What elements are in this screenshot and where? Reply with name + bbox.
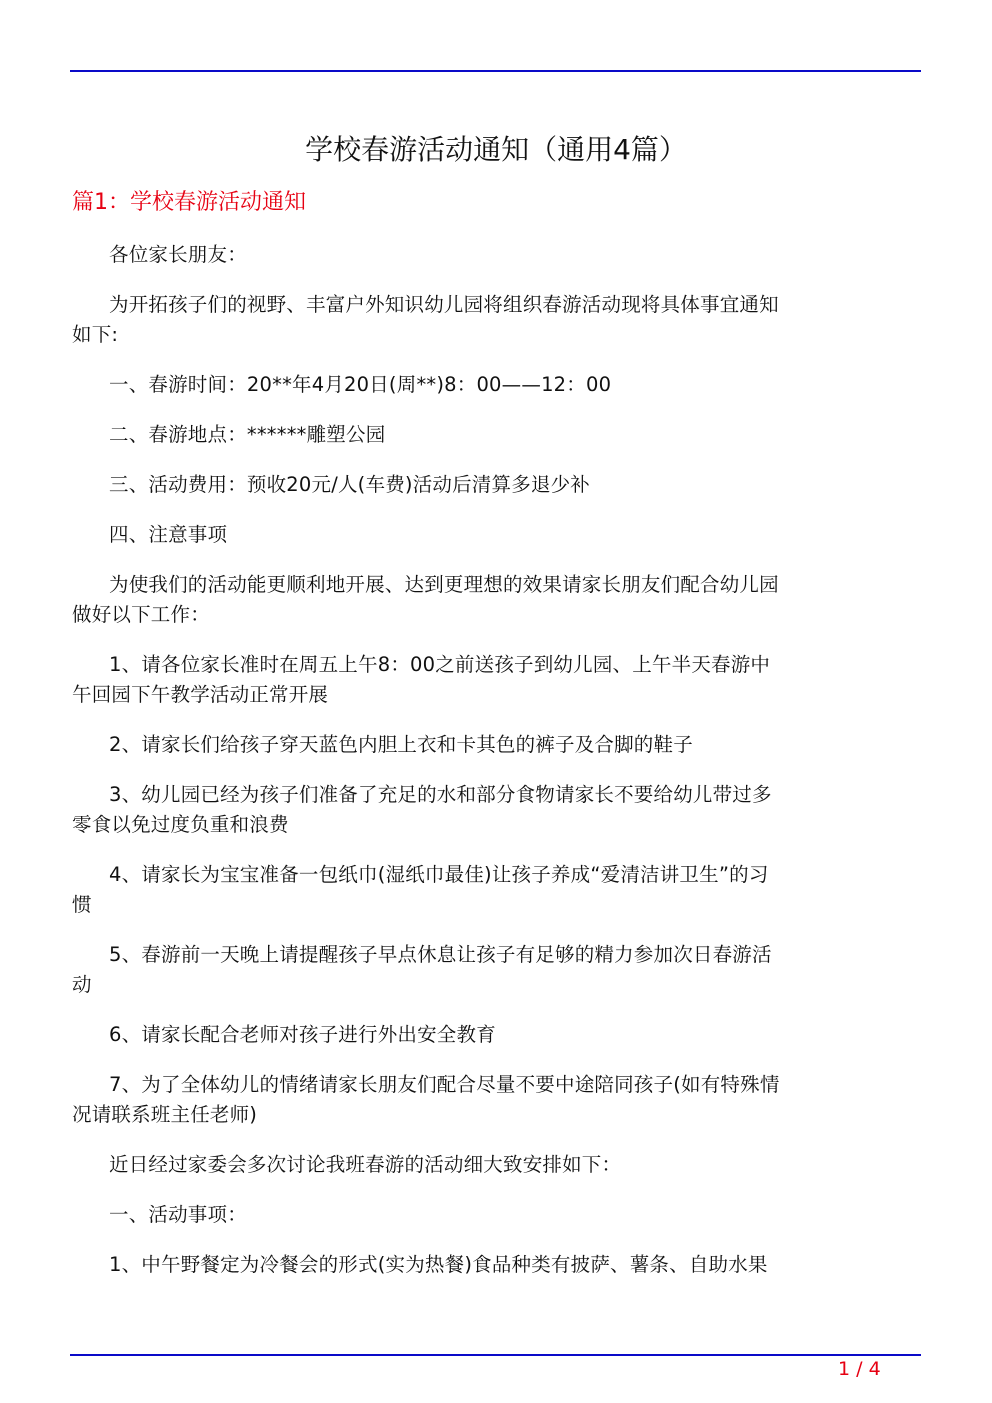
paragraph: 2、请家长们给孩子穿天蓝色内胆上衣和卡其色的裤子及合脚的鞋子 bbox=[109, 733, 693, 756]
paragraph: 5、春游前一天晚上请提醒孩子早点休息让孩子有足够的精力参加次日春游活动 bbox=[72, 943, 772, 996]
paragraph: 近日经过家委会多次讨论我班春游的活动细大致安排如下： bbox=[109, 1153, 622, 1176]
paragraph: 7、为了全体幼儿的情绪请家长朋友们配合尽量不要中途陪同孩子(如有特殊情况请联系班主任老师) bbox=[72, 1073, 780, 1126]
header-rule bbox=[70, 70, 921, 72]
paragraph: 为使我们的活动能更顺利地开展、达到更理想的效果请家长朋友们配合幼儿园做好以下工作： bbox=[72, 573, 779, 626]
paragraph: 1、中午野餐定为冷餐会的形式(实为热餐)食品种类有披萨、薯条、自助水果 bbox=[109, 1253, 768, 1276]
paragraph: 四、注意事项 bbox=[109, 523, 228, 546]
paragraph: 3、幼儿园已经为孩子们准备了充足的水和部分食物请家长不要给幼儿带过多零食以免过度负重和浪费 bbox=[72, 783, 772, 836]
paragraph: 三、活动费用：预收20元/人(车费)活动后清算多退少补 bbox=[109, 473, 590, 496]
paragraph: 6、请家长配合老师对孩子进行外出安全教育 bbox=[109, 1023, 496, 1046]
footer-rule bbox=[70, 1354, 921, 1356]
paragraph: 各位家长朋友： bbox=[109, 243, 247, 266]
paragraph: 4、请家长为宝宝准备一包纸巾(湿纸巾最佳)让孩子养成“爱清洁讲卫生”的习惯 bbox=[72, 863, 769, 916]
page-number: 1 / 4 bbox=[838, 1358, 881, 1380]
document-title: 学校春游活动通知（通用4篇） bbox=[305, 133, 687, 166]
document-body bbox=[72, 240, 784, 1300]
section-heading: 篇1：学校春游活动通知 bbox=[72, 190, 306, 215]
paragraph: 一、活动事项： bbox=[109, 1203, 247, 1226]
paragraph: 1、请各位家长准时在周五上午8：00之前送孩子到幼儿园、上午半天春游中午回园下午教学活动正常开展 bbox=[72, 653, 771, 706]
paragraph: 一、春游时间：20**年4月20日(周**)8：00——12：00 bbox=[109, 373, 612, 396]
paragraph: 为开拓孩子们的视野、丰富户外知识幼儿园将组织春游活动现将具体事宜通知如下: bbox=[72, 293, 779, 346]
paragraph: 二、春游地点：******雕塑公园 bbox=[109, 423, 386, 446]
